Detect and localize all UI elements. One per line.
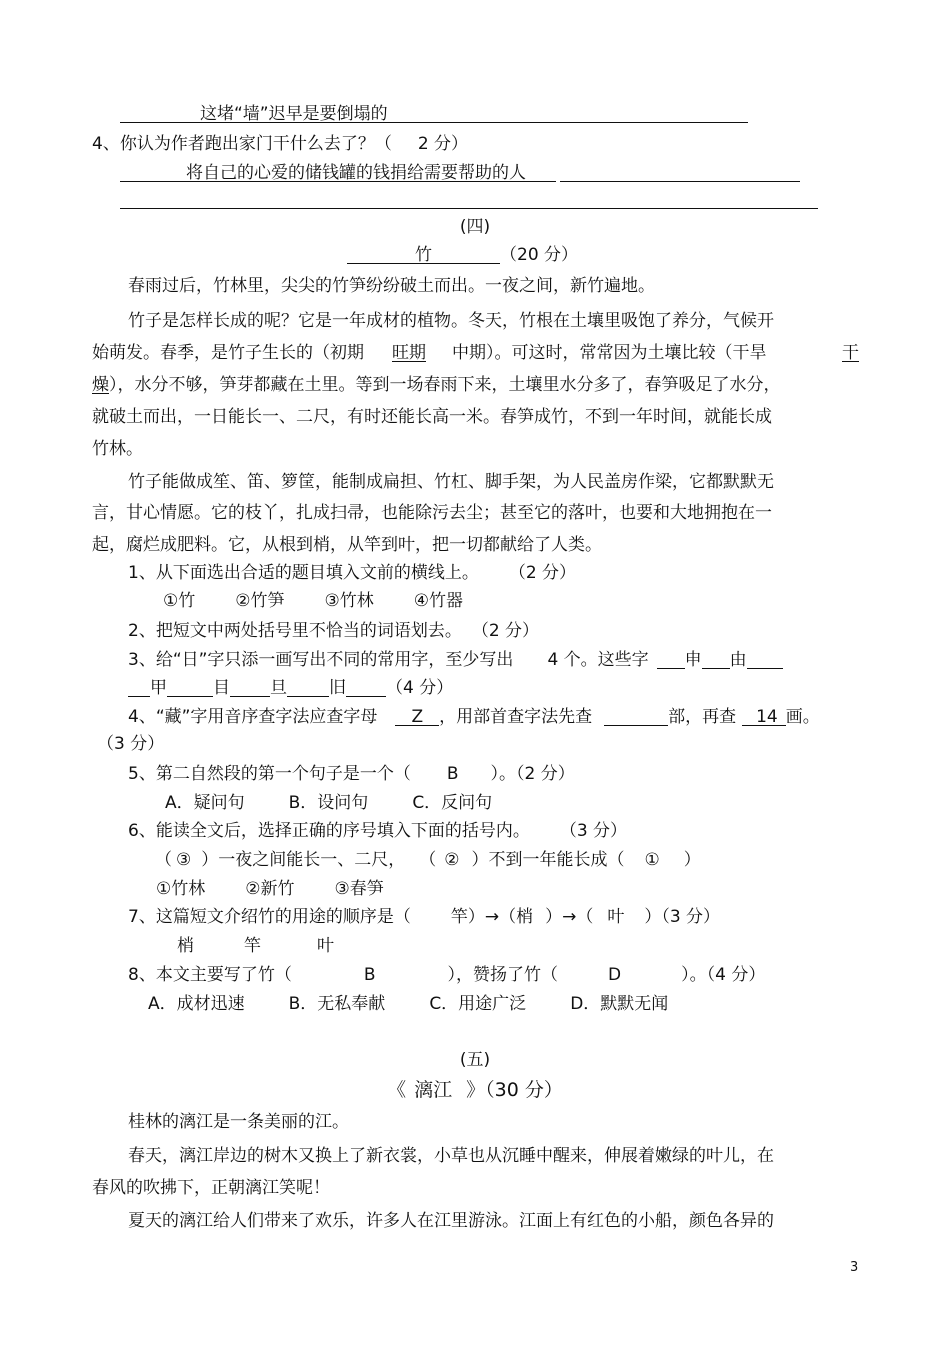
text: 1、从下面选出合适的题目填入文前的横线上。 — [128, 563, 479, 583]
text: 3、给“日”字只添一画写出不同的常用字，至少写出 — [128, 650, 514, 670]
option: A．疑问句 — [165, 793, 245, 813]
section-5-title — [0, 1078, 950, 1102]
question-5-options — [165, 791, 492, 815]
question-4-score: 2 分） — [417, 134, 469, 154]
text: 7、这篇短文介绍竹的用途的顺序是（ — [128, 907, 411, 927]
paragraph: 春风的吹拂下，正朝漓江笑呢！ — [92, 1178, 330, 1198]
question-6-answers — [155, 848, 701, 872]
text: ） — [683, 850, 701, 870]
score: （4 分） — [386, 678, 454, 698]
text: 》（30 分） — [466, 1079, 563, 1101]
option: A．成材迅速 — [148, 994, 245, 1014]
paragraph: 春雨过后，竹林里，尖尖的竹笋纷纷破土而出。一夜之间，新竹遍地。 — [128, 276, 655, 296]
score: （2 分） — [508, 563, 577, 583]
paragraph: 桂林的漓江是一条美丽的江。 — [128, 1112, 349, 1132]
answer: 叶 — [317, 936, 334, 956]
text: ）一夜之间能长一、二尺， — [201, 850, 406, 870]
paragraph: 言，甘心情愿。它的枝丫，扎成扫帚，也能除污去尘；甚至它的落叶，也要和大地拥抱在一 — [92, 503, 772, 523]
answer: 旦 — [270, 678, 287, 698]
score: （3 分） — [559, 821, 628, 841]
score: ）（3 分） — [644, 907, 721, 927]
answer: 竿 — [244, 936, 261, 956]
paragraph: 起，腐烂成肥料。它，从根到梢，从竿到叶，把一切都献给了人类。 — [92, 535, 602, 555]
text: ）→（ — [545, 907, 594, 927]
text: ），赞扬了竹（ — [447, 965, 558, 985]
answer: 申 — [684, 650, 702, 670]
score: ）。（2 分） — [490, 764, 575, 784]
option: ②竹笋 — [235, 591, 285, 611]
question-6-options — [156, 877, 384, 901]
paragraph: 竹子是怎样长成的呢？它是一年成材的植物。冬天，竹根在土壤里吸饱了养分，气候开 — [128, 311, 774, 331]
option: ④竹器 — [413, 591, 463, 611]
text: 中期）。可这时，常常因为土壤比较（干旱 — [452, 343, 767, 363]
option: ①竹 — [163, 591, 196, 611]
blank-line — [120, 207, 818, 209]
answer-3-text: 这堵“墙”迟早是要倒塌的 — [200, 104, 388, 124]
text: 6、能读全文后，选择正确的序号填入下面的括号内。 — [128, 821, 530, 841]
underlined-answer — [842, 341, 859, 365]
question-3 — [128, 648, 783, 672]
underlined-answer: 旺期 — [392, 343, 426, 363]
text: （ — [155, 850, 172, 870]
page-number: 3 — [850, 1260, 859, 1275]
paragraph: 就破土而出，一日能长一、二尺，有时还能长高一米。春笋成竹，不到一年时间，就能长成 — [92, 407, 772, 427]
question-4-part2 — [128, 705, 820, 729]
text: 叶 — [607, 907, 625, 927]
text: 4 个。这些字 — [547, 650, 649, 670]
section-4-title-answer: 竹 — [415, 245, 432, 265]
option: ②新竹 — [245, 879, 295, 899]
section-4-number: (四) — [459, 217, 491, 237]
answer: 梢 — [177, 936, 194, 956]
score: （2 分） — [471, 621, 540, 641]
option: C．反问句 — [412, 793, 493, 813]
answer-4-text: 将自己的心爱的储钱罐的钱捐给需要帮助的人 — [186, 163, 526, 183]
section-4-title-score: （20 分） — [500, 245, 579, 265]
text: 5、第二自然段的第一个句子是一个（ — [128, 764, 411, 784]
text: 4、“藏”字用音序查字法应查字母 — [128, 707, 378, 727]
option: C．用途广泛 — [429, 994, 527, 1014]
option: B．无私奉献 — [288, 994, 386, 1014]
text: 干 — [842, 343, 859, 363]
text: 《 — [387, 1079, 407, 1101]
paragraph: 竹林。 — [92, 439, 143, 459]
answer: ② — [444, 850, 460, 870]
text: ）不到一年能长成（ — [471, 850, 625, 870]
section-5-number: (五) — [459, 1050, 491, 1070]
question-8-options — [148, 992, 668, 1016]
answer: B — [363, 965, 376, 985]
question-6 — [128, 819, 627, 843]
question-8 — [128, 963, 765, 987]
paragraph: 春天，漓江岸边的树木又换上了新衣裳，小草也从沉睡中醒来，伸展着嫩绿的叶儿，在 — [128, 1146, 774, 1166]
answer: ① — [644, 850, 660, 870]
text: 8、本文主要写了竹（ — [128, 965, 292, 985]
underlined-answer: 燥 — [92, 375, 109, 395]
question-4-text: 4、你认为作者跑出家门干什么去了？（ — [92, 134, 392, 154]
text: 竿）→（梢 — [450, 907, 534, 927]
question-2 — [128, 619, 539, 643]
question-5 — [128, 762, 575, 786]
text: ，用部首查字法先查 — [439, 707, 593, 727]
answer: D — [608, 965, 622, 985]
question-7 — [128, 905, 720, 929]
text: 2、把短文中两处括号里不恰当的词语划去。 — [128, 621, 462, 641]
paragraph — [92, 373, 781, 397]
question-7-answers — [177, 934, 334, 958]
section-4-title — [347, 243, 578, 267]
paragraph: 夏天的漓江给人们带来了欢乐，许多人在江里游泳。江面上有红色的小船，颜色各异的 — [128, 1211, 774, 1231]
answer: 旧 — [329, 678, 346, 698]
answer-3-line — [120, 102, 748, 126]
answer: 甲 — [150, 678, 167, 698]
question-4 — [92, 132, 468, 156]
title-text: 漓江 — [414, 1079, 453, 1101]
question-1 — [128, 561, 576, 585]
answer: Z — [411, 707, 424, 727]
answer: B — [446, 764, 459, 784]
answer: ③ — [176, 850, 192, 870]
paragraph: 竹子能做成笙、笛、箩筐，能制成扁担、竹杠、脚手架，为人民盖房作梁，它都默默无 — [128, 472, 774, 492]
question-1-options — [163, 589, 463, 613]
text: 始萌发。春季，是竹子生长的（初期 — [92, 343, 364, 363]
text: 部，再查 — [668, 707, 737, 727]
answer: 14 — [756, 707, 778, 727]
score: ）。（4 分） — [681, 965, 766, 985]
answer: 目 — [213, 678, 230, 698]
question-3-answers — [128, 676, 453, 700]
question-4-score: （3 分） — [97, 734, 165, 754]
text: （ — [419, 850, 437, 870]
option: ③竹林 — [324, 591, 374, 611]
text: 画。 — [785, 707, 820, 727]
option: B．设问句 — [288, 793, 369, 813]
option: ③春笋 — [334, 879, 384, 899]
answer-4-line — [120, 161, 800, 185]
option: ①竹林 — [156, 879, 206, 899]
option: D．默默无闻 — [570, 994, 669, 1014]
paragraph — [92, 341, 767, 365]
answer: 由 — [729, 650, 747, 670]
text: ），水分不够，笋芽都藏在土里。等到一场春雨下来，土壤里水分多了，春笋吸足了水分， — [109, 375, 781, 395]
